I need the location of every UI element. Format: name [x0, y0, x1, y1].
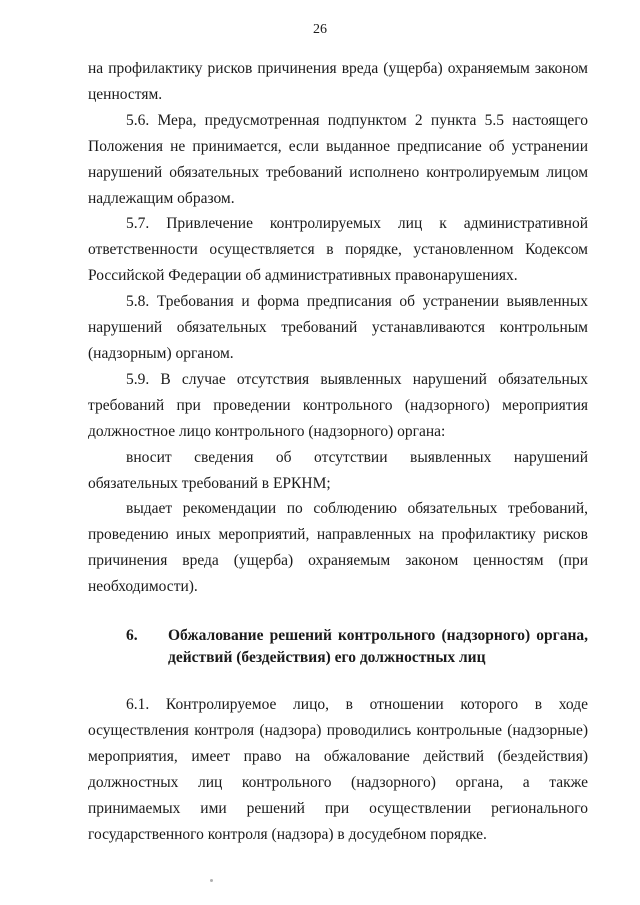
paragraph-continuation: на профилактику рисков причинения вреда (ущерба) охраняемым законом ценностям.	[88, 60, 588, 103]
paragraph-5-6: 5.6. Мера, предусмотренная подпунктом 2 пункта 5.5 настоящего Положения не принимается, если выданное предписание об устранении нарушений обязательных требований исполнено контролируемым лицом надлежащим образом.	[88, 111, 588, 207]
paragraph-5-8: 5.8. Требования и форма предписания об устранении выявленных нарушений обязательных требований устанавливаются контрольным (надзорным) органом.	[88, 293, 588, 362]
scan-speck	[210, 879, 213, 882]
section-number: 6.	[126, 627, 138, 645]
page-number: 26	[313, 22, 327, 37]
paragraph-5-9-item-1: вносит сведения об отсутствии выявленных нарушений обязательных требований в ЕРКНМ;	[88, 448, 588, 492]
paragraph-5-9: 5.9. В случае отсутствия выявленных нарушений обязательных требований при проведении контрольного (надзорного) мероприятия должностное лицо контрольного (надзорного) органа:	[88, 370, 588, 440]
paragraph-5-7: 5.7. Привлечение контролируемых лиц к административной ответственности осуществляется в порядке, установленном Кодексом Российской Федерации об административных правонарушениях.	[88, 215, 588, 285]
section-title: Обжалование решений контрольного (надзорного) органа, действий (бездействия) его должностных лиц	[168, 627, 588, 667]
document-body	[88, 56, 588, 847]
paragraph-6-1: 6.1. Контролируемое лицо, в отношении которого в ходе осуществления контроля (надзора) проводились контрольные (надзорные) мероприятия, имеет право на обжалование действий (бездействия) должностных лиц контрольного (надзорного) органа, а также принимаемых ими решений при осуществлении регионального государственного контроля (надзора) в досудебном порядке.	[88, 696, 588, 843]
paragraph-5-9-item-2: выдает рекомендации по соблюдению обязательных требований, проведению иных мероприятий, направленных на профилактику рисков причинения вреда (ущерба) охраняемым законом ценностям (при необходимости).	[88, 500, 588, 596]
section-heading	[88, 625, 588, 669]
